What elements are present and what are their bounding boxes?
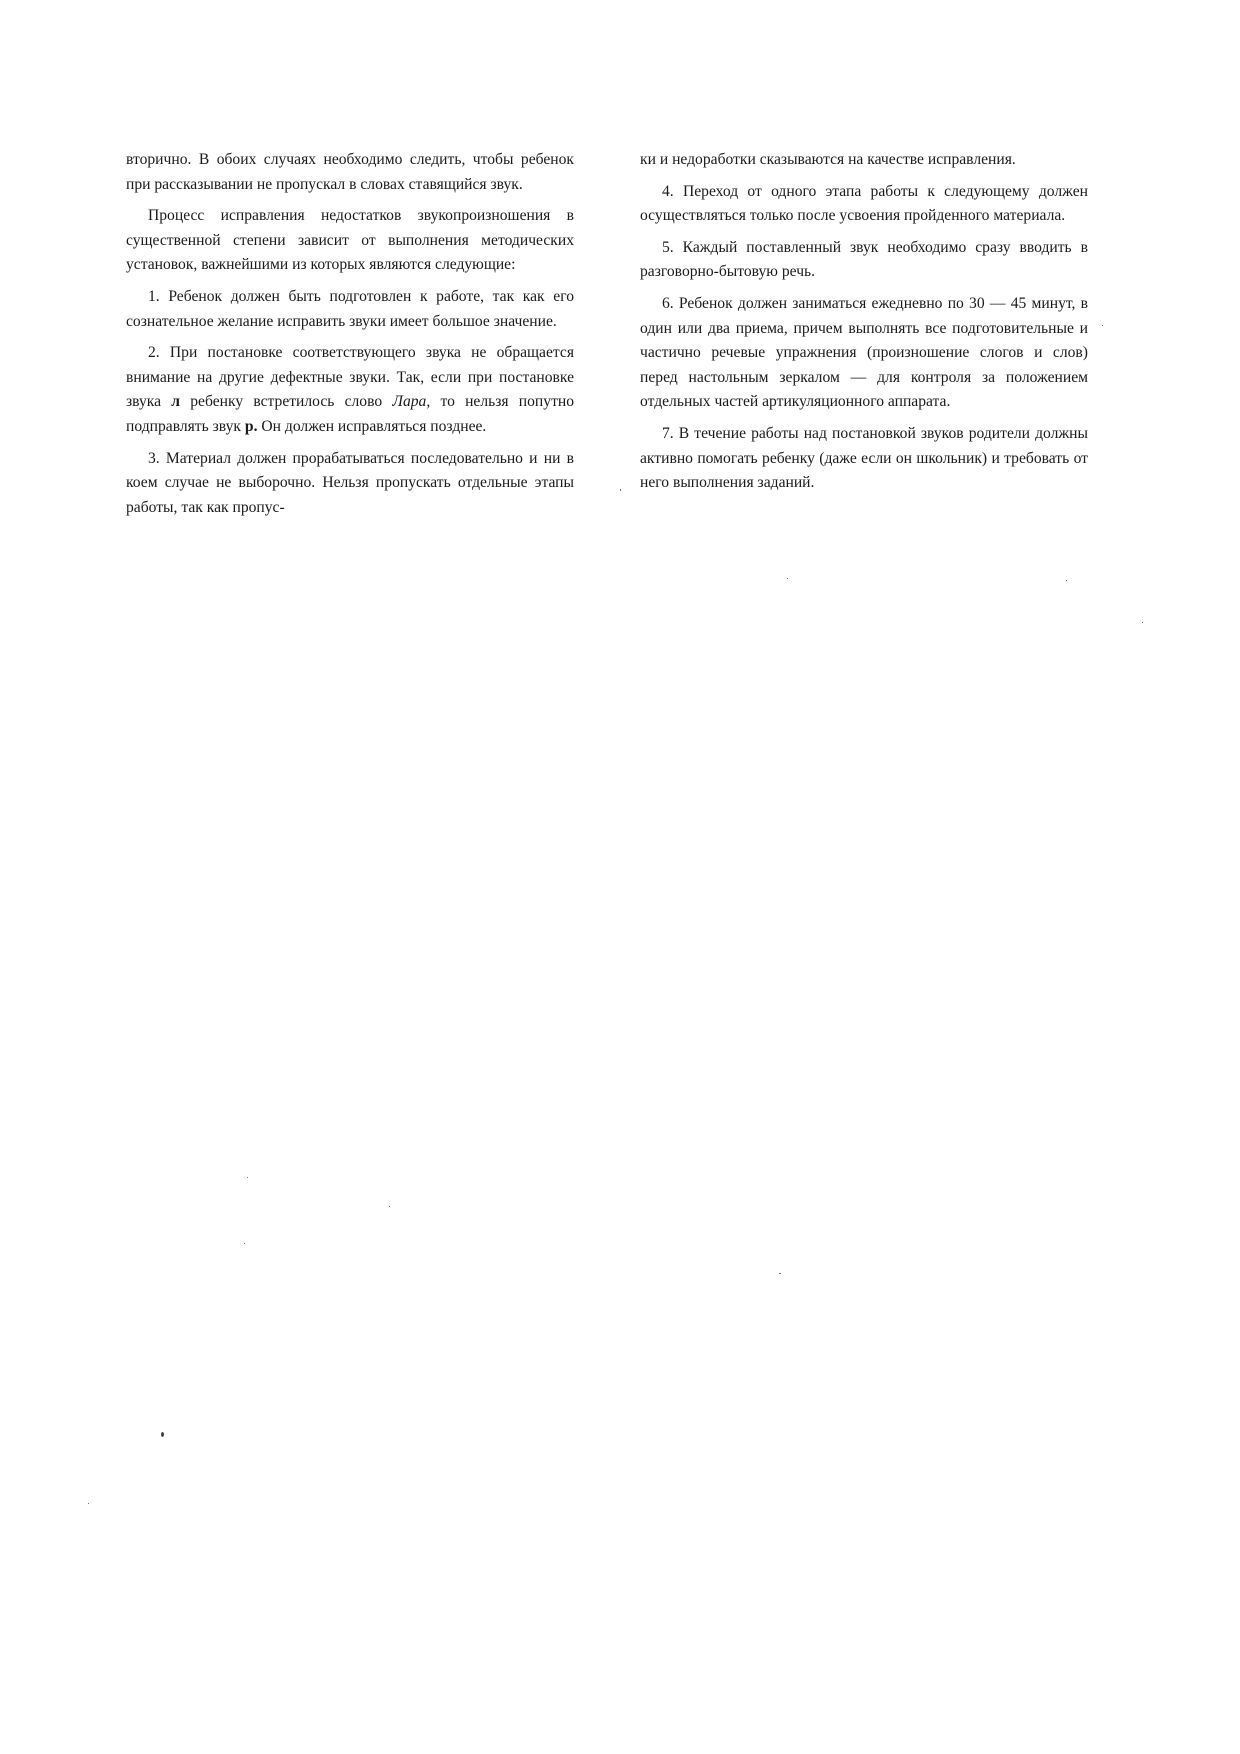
paragraph-rule-3: 3. Материал должен прорабатываться последовательно и ни в коем случае не выборочно. Нельзя пропускать отдельные этапы работы, так как пропус- — [126, 449, 574, 516]
scan-speck — [244, 1243, 245, 1244]
scan-speck — [620, 489, 621, 491]
scan-speck — [1066, 580, 1067, 581]
paragraph-continuation: вторично. В обоих случаях необходимо следить, чтобы ребенок при рассказывании не пропускал в словах ставящийся звук. — [126, 151, 574, 193]
rule-2-text-d: Он должен исправляться позднее. — [261, 417, 487, 435]
right-column — [640, 148, 1088, 503]
scan-speck — [1142, 622, 1143, 623]
scan-speck — [1102, 325, 1103, 326]
paragraph-rule-3-continuation: ки и недоработки сказываются на качестве исправления. — [640, 151, 1016, 168]
scan-speck — [779, 1273, 781, 1274]
scan-speck — [247, 1177, 248, 1178]
paragraph-rule-4: 4. Переход от одного этапа работы к следующему должен осуществляться только после усвоения пройденного материала. — [640, 182, 1088, 225]
scan-speck — [161, 1432, 164, 1437]
paragraph-rule-6: 6. Ребенок должен заниматься ежедневно по 30 — 45 минут, в один или два приема, причем выполнять все подготовительные и частично речевые упражнения (произношение слогов и слов) перед настольным зеркалом — для контроля за положением отдельных частей артикуляционного аппарата. — [640, 294, 1088, 411]
rule-2-text-c: то нельзя попутно подправлять звук — [126, 393, 575, 435]
rule-2-example-word: Лара, — [392, 393, 431, 411]
scan-speck — [787, 578, 788, 579]
paragraph-intro: Процесс исправления недостатков звукопроизношения в существенной степени зависит от выполнения методических установок, важнейшими из которых являются следующие: — [126, 207, 574, 274]
rule-2-sound-r: р. — [244, 417, 258, 435]
rule-2-text-a: 2. При постановке соответствующего звука не обращается внимание на другие дефектные звуки. Так, если при постановке звука — [126, 344, 574, 411]
scan-speck — [389, 1206, 390, 1207]
rule-2-sound-l: л — [171, 393, 181, 411]
left-column — [126, 148, 574, 527]
paragraph-rule-5: 5. Каждый поставленный звук необходимо сразу вводить в разговорно-бытовую речь. — [640, 238, 1088, 281]
scan-speck — [88, 1503, 89, 1504]
paragraph-rule-2 — [126, 341, 574, 439]
rule-2-text-b: ребенку встретилось слово — [190, 393, 383, 411]
paragraph-rule-1: 1. Ребенок должен быть подготовлен к работе, так как его сознательное желание исправить звуки имеет большое значение. — [126, 287, 574, 330]
paragraph-rule-7: 7. В течение работы над постановкой звуков родители должны активно помогать ребенку (даже если он школьник) и требовать от него выполнения заданий. — [640, 424, 1088, 492]
